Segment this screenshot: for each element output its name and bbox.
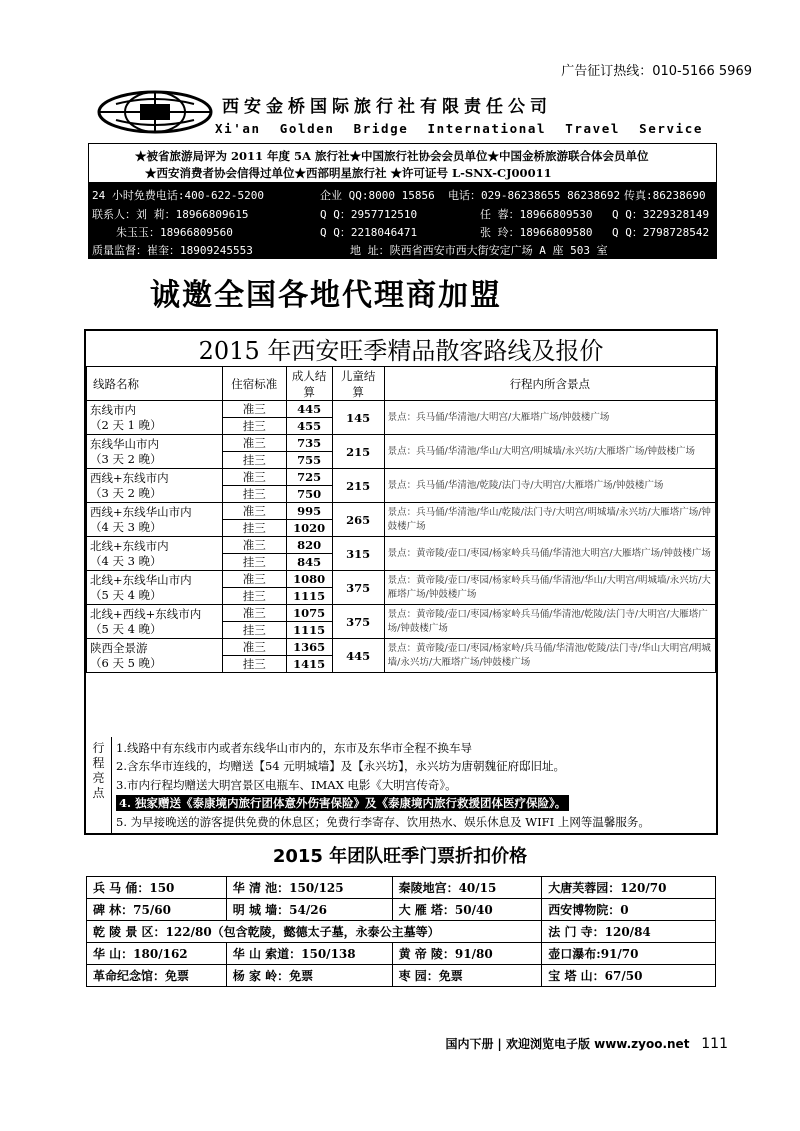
quality-supervisor: 质量监督：崔奎：18909245553 [92, 244, 253, 257]
adult-price: 735 [286, 435, 332, 452]
accommodation: 准三 [222, 469, 286, 486]
child-price: 375 [332, 571, 384, 605]
ticket-cell: 法 门 寺：120/84 [542, 921, 716, 943]
adult-price: 1115 [286, 622, 332, 639]
contact-hotline: 24 小时免费电话:400-622-5200 [92, 189, 264, 202]
ticket-cell: 华 山：180/162 [87, 943, 227, 965]
accommodation: 挂三 [222, 622, 286, 639]
ticket-cell: 壶口瀑布:91/70 [542, 943, 716, 965]
table-header-row [87, 367, 716, 401]
accommodation: 准三 [222, 537, 286, 554]
accommodation: 挂三 [222, 656, 286, 673]
table-row [87, 503, 716, 520]
child-price: 445 [332, 639, 384, 673]
header-spots: 行程内所含景点 [384, 367, 715, 401]
accommodation: 挂三 [222, 588, 286, 605]
header-accom: 住宿标准 [222, 367, 286, 401]
ticket-cell: 枣 园：免票 [392, 965, 542, 987]
child-price: 145 [332, 401, 384, 435]
contact-qq: Q Q：2798728542 [612, 226, 710, 239]
awards-line: ★西安消费者协会信得过单位★西部明星旅行社 ★许可证号 L-SNX-CJ00011 [145, 166, 552, 180]
adult-price: 455 [286, 418, 332, 435]
contact-person: 任 蓉：18966809530 [480, 208, 593, 221]
slogan: 诚邀全国各地代理商加盟 [150, 278, 502, 313]
contact-qq: Q Q：2218046471 [320, 226, 418, 239]
routes-table [86, 366, 716, 673]
globe-logo-icon [96, 90, 214, 134]
contact-person: 联系人：刘 莉：18966809615 [92, 208, 249, 221]
ticket-cell: 华 山 索道：150/138 [226, 943, 392, 965]
route-spots: 景点：黄帝陵/壶口/枣园/杨家岭/兵马俑/华清池/乾陵/法门寺/华山大明宫/明城墙/永兴坊/大雁塔广场/钟鼓楼广场 [384, 639, 715, 673]
route-spots: 景点：兵马俑/华清池/乾陵/法门寺/大明宫/大雁塔广场/钟鼓楼广场 [384, 469, 715, 503]
header-adult: 成人结算 [286, 367, 332, 401]
adult-price: 725 [286, 469, 332, 486]
company-name-en: Xi'an Golden Bridge International Travel Service [215, 121, 704, 136]
ticket-cell: 大唐芙蓉园：120/70 [542, 877, 716, 899]
adult-price: 820 [286, 537, 332, 554]
adult-price: 1080 [286, 571, 332, 588]
adult-price: 1020 [286, 520, 332, 537]
accommodation: 挂三 [222, 452, 286, 469]
footer-section: 国内下册 [445, 1037, 494, 1051]
page-number: 111 [701, 1036, 728, 1052]
routes-title: 2015 年西安旺季精品散客路线及报价 [198, 337, 604, 365]
route-name: 东线市内 （2 天 1 晚） [87, 401, 223, 435]
accommodation: 挂三 [222, 520, 286, 537]
table-row [87, 639, 716, 656]
table-row [87, 877, 716, 899]
tickets-table [86, 876, 716, 987]
route-spots: 景点：黄帝陵/壶口/枣园/杨家岭兵马俑/华清池大明宫/大雁塔广场/钟鼓楼广场 [384, 537, 715, 571]
accommodation: 准三 [222, 571, 286, 588]
table-row [87, 605, 716, 622]
adult-price: 995 [286, 503, 332, 520]
highlight-item: 1.线路中有东线市内或者东线华山市内的，东市及东华市全程不换车导 [116, 741, 472, 755]
adult-price: 845 [286, 554, 332, 571]
child-price: 215 [332, 469, 384, 503]
ad-hotline: 广告征订热线：010-5166 5969 [561, 64, 752, 79]
company-name-cn: 西安金桥国际旅行社有限责任公司 [222, 97, 552, 117]
route-spots: 景点：黄帝陵/壶口/枣园/杨家岭兵马俑/华清池/乾陵/法门寺/大明宫/大雁塔广场/钟鼓楼广场 [384, 605, 715, 639]
adult-price: 1365 [286, 639, 332, 656]
child-price: 265 [332, 503, 384, 537]
accommodation: 准三 [222, 639, 286, 656]
child-price: 375 [332, 605, 384, 639]
table-row [87, 469, 716, 486]
highlight-item: 2.含东华市连线的，均赠送【54 元明城墙】及【永兴坊】，永兴坊为唐朝魏征府邸旧址。 [116, 759, 566, 773]
header-child: 儿童结算 [332, 367, 384, 401]
ticket-cell: 碑 林：75/60 [87, 899, 227, 921]
contact-person: 张 玲：18966809580 [480, 226, 593, 239]
route-spots: 景点：兵马俑/华清池/华山/大明宫/明城墙/永兴坊/大雁塔广场/钟鼓楼广场 [384, 435, 715, 469]
accommodation: 准三 [222, 503, 286, 520]
table-row [87, 537, 716, 554]
table-row [87, 899, 716, 921]
contact-qq: Q Q：2957712510 [320, 208, 418, 221]
ticket-cell: 明 城 墙：54/26 [226, 899, 392, 921]
tickets-title: 2015 年团队旺季门票折扣价格 [272, 846, 528, 867]
contact-phone: 电话：029-86238655 86238692 [448, 189, 621, 202]
route-name: 西线+东线华山市内 （4 天 3 晚） [87, 503, 223, 537]
highlights-section [86, 737, 716, 833]
accommodation: 挂三 [222, 418, 286, 435]
adult-price: 750 [286, 486, 332, 503]
accommodation: 挂三 [222, 554, 286, 571]
address: 地 址：陕西省西安市西大街安定广场 A 座 503 室 [350, 244, 608, 257]
highlight-item: 3.市内行程均赠送大明宫景区电瓶车、IMAX 电影《大明宫传奇》。 [116, 778, 457, 792]
ticket-cell: 西安博物院：0 [542, 899, 716, 921]
child-price: 215 [332, 435, 384, 469]
ticket-cell: 秦陵地宫：40/15 [392, 877, 542, 899]
ticket-cell: 革命纪念馆：免票 [87, 965, 227, 987]
highlights-label: 行 程 亮 点 [86, 737, 112, 833]
route-spots: 景点：兵马俑/华清池/大明宫/大雁塔广场/钟鼓楼广场 [384, 401, 715, 435]
contact-fax: 传真:86238690 [624, 189, 706, 202]
ticket-cell: 华 清 池：150/125 [226, 877, 392, 899]
route-name: 东线华山市内 （3 天 2 晚） [87, 435, 223, 469]
adult-price: 1415 [286, 656, 332, 673]
accommodation: 准三 [222, 435, 286, 452]
route-name: 北线+西线+东线市内 （5 天 4 晚） [87, 605, 223, 639]
awards-line: ★被省旅游局评为 2011 年度 5A 旅行社★中国旅行社协会会员单位★中国金桥旅游联合体会员单位 [135, 149, 649, 163]
route-spots: 景点：黄帝陵/壶口/枣园/杨家岭兵马俑/华清池/华山/大明宫/明城墙/永兴坊/大雁塔广场/钟鼓楼广场 [384, 571, 715, 605]
route-name: 陕西全景游 （6 天 5 晚） [87, 639, 223, 673]
child-price: 315 [332, 537, 384, 571]
table-row [87, 943, 716, 965]
ticket-cell: 宝 塔 山：67/50 [542, 965, 716, 987]
adult-price: 1075 [286, 605, 332, 622]
table-row [87, 965, 716, 987]
ticket-cell: 黄 帝 陵：91/80 [392, 943, 542, 965]
contact-person: 朱玉玉：18966809560 [116, 226, 233, 239]
route-name: 北线+东线华山市内 （5 天 4 晚） [87, 571, 223, 605]
ticket-cell: 乾 陵 景 区：122/80（包含乾陵，懿德太子墓，永泰公主墓等） [87, 921, 542, 943]
accommodation: 挂三 [222, 486, 286, 503]
footer-tagline: 欢迎浏览电子版 www.zyoo.net [505, 1037, 690, 1051]
contact-qq: 企业 QQ:8000 15856 [320, 189, 435, 202]
adult-price: 445 [286, 401, 332, 418]
page-footer: 国内下册 | 欢迎浏览电子版 www.zyoo.net 111 [445, 1036, 728, 1052]
route-name: 西线+东线市内 （3 天 2 晚） [87, 469, 223, 503]
ticket-cell: 大 雁 塔：50/40 [392, 899, 542, 921]
accommodation: 准三 [222, 401, 286, 418]
route-spots: 景点：兵马俑/华清池/华山/乾陵/法门寺/大明宫/明城墙/永兴坊/大雁塔广场/钟鼓楼广场 [384, 503, 715, 537]
route-name: 北线+东线市内 （4 天 3 晚） [87, 537, 223, 571]
header-name: 线路名称 [87, 367, 223, 401]
highlight-item-featured: 4. 独家赠送《泰康境内旅行团体意外伤害保险》及《泰康境内旅行救援团体医疗保险》。 [116, 795, 569, 811]
table-row [87, 401, 716, 418]
ticket-cell: 杨 家 岭：免票 [226, 965, 392, 987]
highlight-item: 5. 为早接晚送的游客提供免费的休息区；免费行李寄存、饮用热水、娱乐休息及 WIFI 上网等温馨服务。 [116, 815, 650, 829]
adult-price: 1115 [286, 588, 332, 605]
adult-price: 755 [286, 452, 332, 469]
accommodation: 准三 [222, 605, 286, 622]
ticket-cell: 兵 马 俑：150 [87, 877, 227, 899]
contact-qq: Q Q：3229328149 [612, 208, 710, 221]
table-row [87, 571, 716, 588]
table-row [87, 435, 716, 452]
table-row [87, 921, 716, 943]
awards-box [88, 143, 717, 183]
